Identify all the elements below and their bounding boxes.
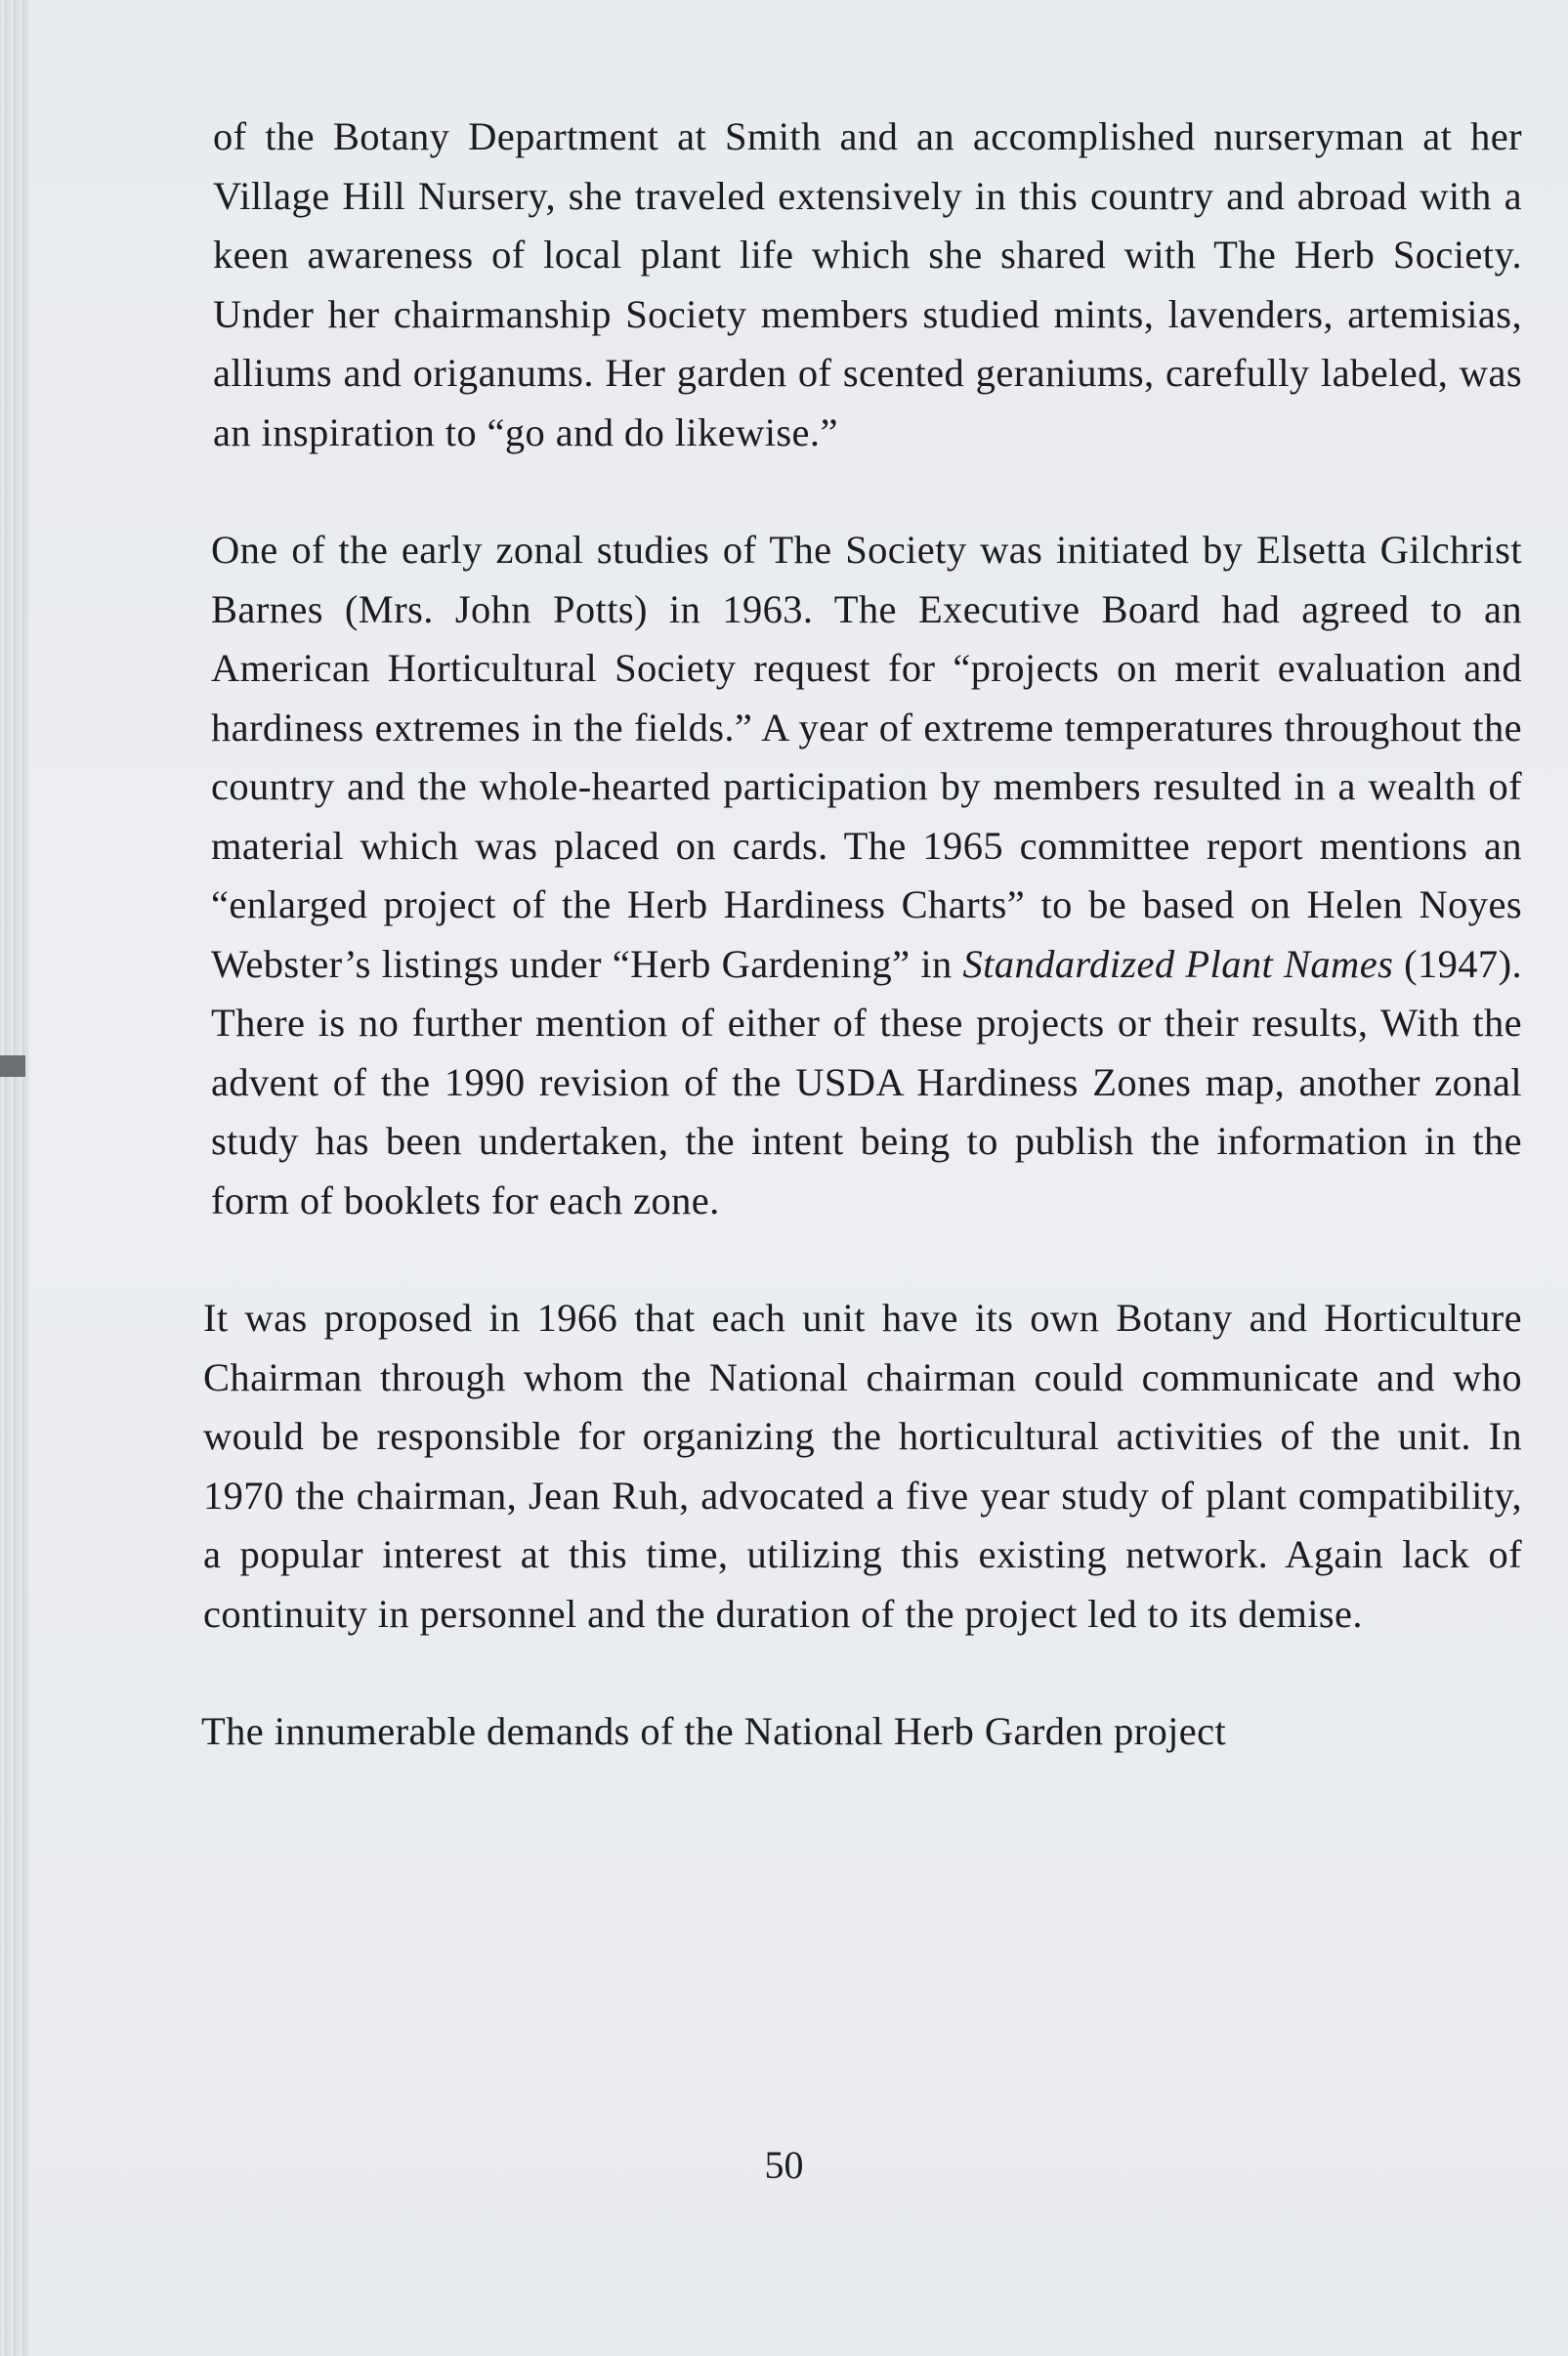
page-edge-notch (0, 1055, 25, 1077)
paragraph-3: It was proposed in 1966 that each unit have its own Botany and Horticulture Chairman through whom the National chairman could communicate and who would be responsible for organizing the horticultural activities of the unit. In 1970 the chairman, Jean Ruh, advocated a five year study of plant compatibility, a popular interest at this time, utilizing this existing network. Again lack of continuity in personnel and the duration of the project led to its demise. (203, 1296, 1522, 1636)
paragraph-2 (211, 521, 1522, 1230)
paragraph-2-text-a: One of the early zonal studies of The Society was initiated by Elsetta Gilchrist Barnes (Mrs. John Potts) in 1963. The Executive Board had agreed to an American Horticultural Society request for “projects on merit evaluation and hardiness extremes in the fields.” A year of extreme temperatures throughout the country and the whole-hearted participation by members resulted in a wealth of material which was placed on cards. The 1965 committee report mentions an “enlarged project of the Herb Hardiness Charts” to be based on Helen Noyes Webster’s listings under “Herb Gardening” in (211, 528, 1522, 986)
paragraph-2-text-b: (1947). There is no further mention of either of these projects or their results, With the advent of the 1990 revision of the USDA Hardiness Zones map, another zonal study has been undertaken, the intent being to publish the information in the form of booklets for each zone. (211, 941, 1522, 1222)
page-body-text (201, 107, 1522, 1762)
page-number: 50 (764, 2143, 804, 2187)
paragraph-1: of the Botany Department at Smith and an accomplished nurseryman at her Village Hill Nursery, she traveled extensively in this country and abroad with a keen awareness of local plant life which she shared with The Herb Society. Under her chairmanship Society members studied mints, lavenders, artemisias, alliums and origanums. Her garden of scented geraniums, carefully labeled, was an inspiration to “go and do likewise.” (213, 114, 1522, 454)
book-title-italic: Standardized Plant Names (962, 941, 1394, 986)
paragraph-4: The innumerable demands of the National Herb Garden project (201, 1709, 1227, 1753)
